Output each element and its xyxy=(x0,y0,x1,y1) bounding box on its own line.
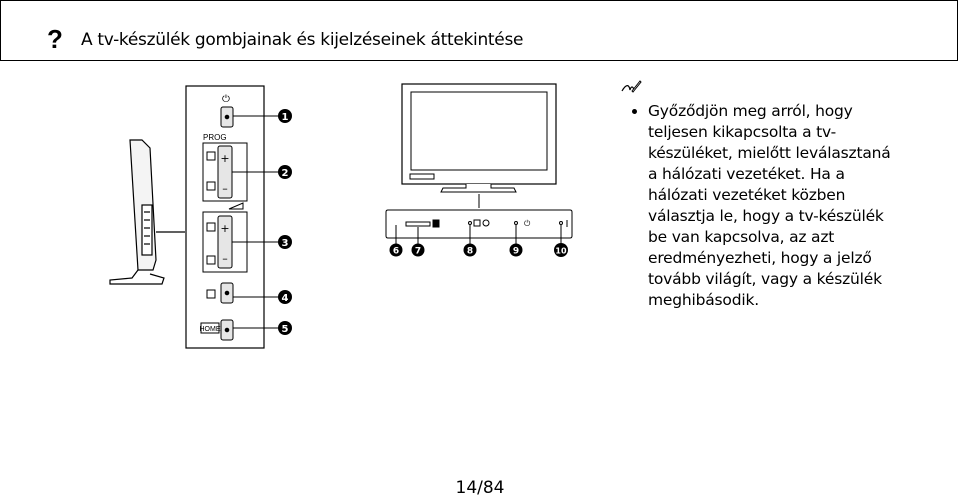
svg-text:+: + xyxy=(220,222,230,235)
tv-side-view xyxy=(110,140,185,284)
callouts-right xyxy=(278,109,292,335)
svg-text:4: 4 xyxy=(281,293,289,304)
page-title: A tv-készülék gombjainak és kijelzéseinek áttekintése xyxy=(81,30,524,50)
question-mark-icon: ? xyxy=(47,24,63,54)
svg-text:2: 2 xyxy=(281,168,289,179)
home-label: HOME xyxy=(199,326,221,333)
note-list xyxy=(628,101,960,311)
svg-text:–: – xyxy=(222,252,228,265)
tv-front-view xyxy=(402,84,556,208)
note-pencil-icon xyxy=(620,78,642,94)
svg-text:9: 9 xyxy=(512,246,520,257)
prog-label: PROG xyxy=(203,133,227,142)
svg-text:+: + xyxy=(220,152,230,165)
svg-text:5: 5 xyxy=(281,324,289,335)
svg-text:3: 3 xyxy=(281,238,289,249)
side-control-panel xyxy=(186,86,278,348)
callouts-front xyxy=(390,243,569,257)
standby-icon: ⏻ xyxy=(524,219,531,228)
svg-text:7: 7 xyxy=(414,246,422,257)
svg-text:10: 10 xyxy=(555,246,567,256)
front-panel-strip xyxy=(386,210,572,244)
note-item: • Győződjön meg arról, hogy teljesen kikapcsolta a tv- készüléket, mielőtt leválasztaná a hálózati vezetéket. Ha a hálózati vezetéket közben választja le, hogy a tv-készülék be van kapcsolva, az azt eredményezheti, hogy a jelző tovább világít, vagy a készülék meghibásodik. xyxy=(648,101,960,311)
svg-text:8: 8 xyxy=(466,246,474,257)
power-icon: ⏻ xyxy=(222,94,230,105)
svg-text:1: 1 xyxy=(281,112,289,123)
svg-text:–: – xyxy=(222,182,228,195)
svg-text:6: 6 xyxy=(392,246,400,257)
page-number: 14/84 xyxy=(455,478,505,498)
